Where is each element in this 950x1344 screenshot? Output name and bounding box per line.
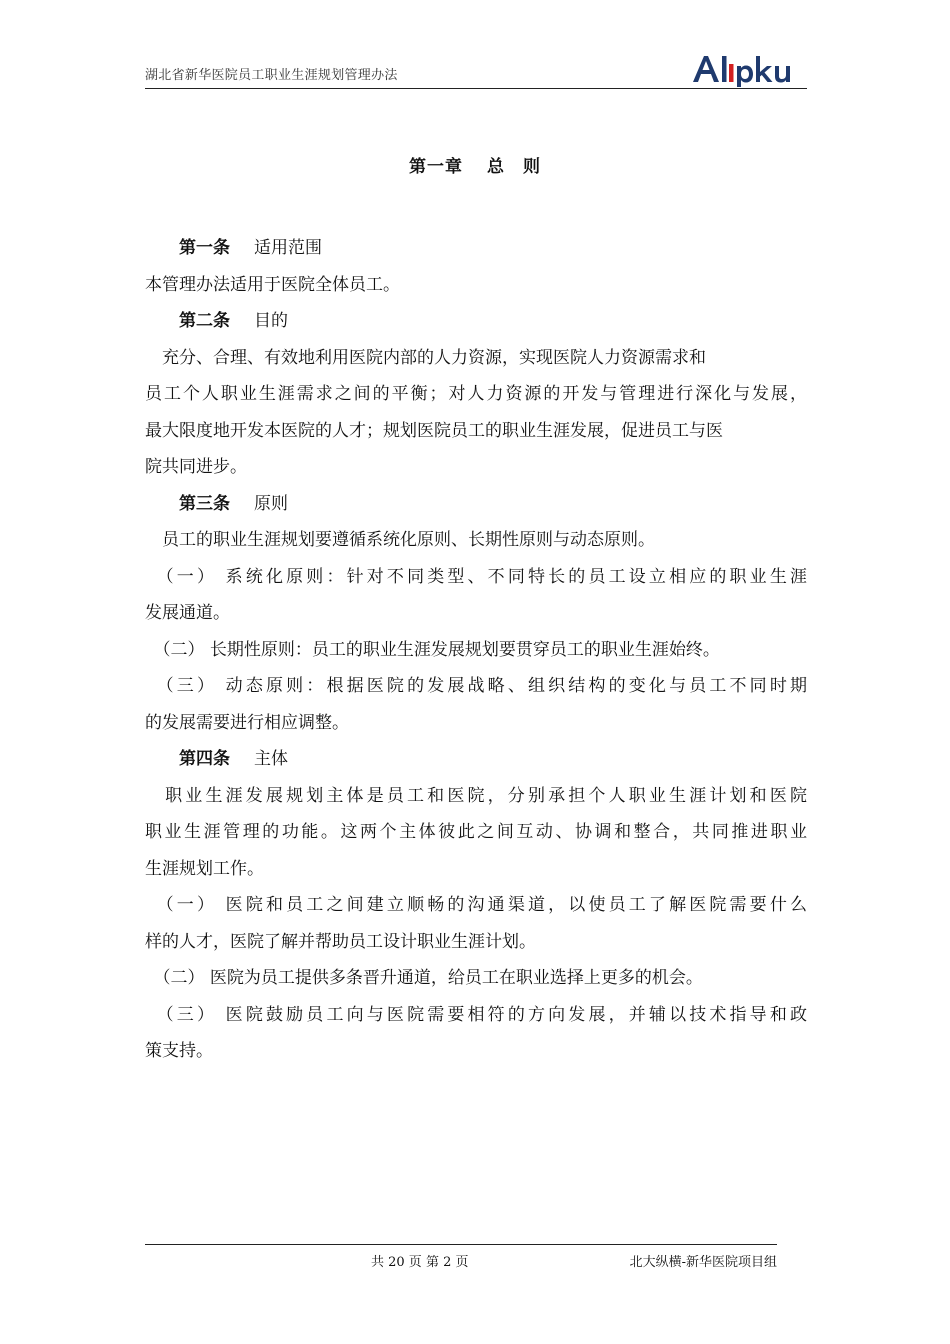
article-title: 主体: [254, 749, 288, 769]
paragraph-line: 样的人才，医院了解并帮助员工设计职业生涯计划。: [145, 931, 536, 952]
paragraph-line: 发展通道。: [145, 603, 230, 623]
page-header: [145, 58, 807, 89]
page-number: 共 20 页 第 2 页: [371, 1255, 469, 1270]
chapter-name: 总 则: [487, 157, 541, 177]
paragraph-line: 本管理办法适用于医院全体员工。: [145, 274, 400, 295]
article-heading: [145, 303, 807, 340]
article-number: 第一条: [179, 238, 230, 258]
paragraph-line: 职业生涯发展规划主体是员工和医院，分别承担个人职业生涯计划和医院: [145, 785, 807, 806]
paragraph-line: 策支持。: [145, 1041, 213, 1061]
paragraph-line: 职业生涯管理的功能。这两个主体彼此之间互动、协调和整合，共同推进职业: [145, 822, 807, 842]
article-title: 适用范围: [254, 238, 322, 258]
paragraph-line: 生涯规划工作。: [145, 858, 264, 879]
paragraph-line: 充分、合理、有效地利用医院内部的人力资源，实现医院人力资源需求和: [145, 347, 706, 368]
paragraph-line: （二） 长期性原则：员工的职业生涯发展规划要贯穿员工的职业生涯始终。: [145, 639, 720, 660]
chapter-title: [0, 152, 950, 177]
paragraph-line: （三） 动态原则：根据医院的发展战略、组织结构的变化与员工不同时期: [145, 676, 807, 696]
chapter-number: 第一章: [409, 157, 463, 177]
paragraph-line: 员工的职业生涯规划要遵循系统化原则、长期性原则与动态原则。: [145, 530, 655, 550]
page-footer: [145, 1244, 777, 1270]
article-number: 第三条: [179, 493, 230, 514]
paragraph-line: （三） 医院鼓励员工向与医院需要相符的方向发展，并辅以技术指导和政: [145, 1004, 807, 1025]
article-number: 第四条: [179, 749, 230, 769]
paragraph-line: 最大限度地开发本医院的人才；规划医院员工的职业生涯发展，促进员工与医: [145, 420, 723, 441]
article-heading: [145, 741, 807, 778]
article-title: 原则: [254, 493, 288, 514]
article-heading: [145, 486, 807, 523]
document-body: [145, 230, 807, 1070]
company-logo: [689, 52, 807, 88]
paragraph-line: （一） 医院和员工之间建立顺畅的沟通渠道，以使员工了解医院需要什么: [145, 895, 807, 915]
paragraph-line: （一） 系统化原则：针对不同类型、不同特长的员工设立相应的职业生涯: [145, 566, 807, 587]
article-number: 第二条: [179, 311, 230, 331]
paragraph-line: 院共同进步。: [145, 457, 247, 477]
article-title: 目的: [254, 311, 288, 331]
paragraph-line: 的发展需要进行相应调整。: [145, 712, 349, 733]
article-heading: [145, 230, 807, 267]
paragraph-line: 员工个人职业生涯需求之间的平衡；对人力资源的开发与管理进行深化与发展，: [145, 384, 807, 404]
paragraph-line: （二） 医院为员工提供多条晋升通道，给员工在职业选择上更多的机会。: [145, 968, 703, 988]
header-title: 湖北省新华医院员工职业生涯规划管理办法: [145, 68, 398, 83]
footer-organization: 北大纵横-新华医院项目组: [629, 1255, 777, 1270]
